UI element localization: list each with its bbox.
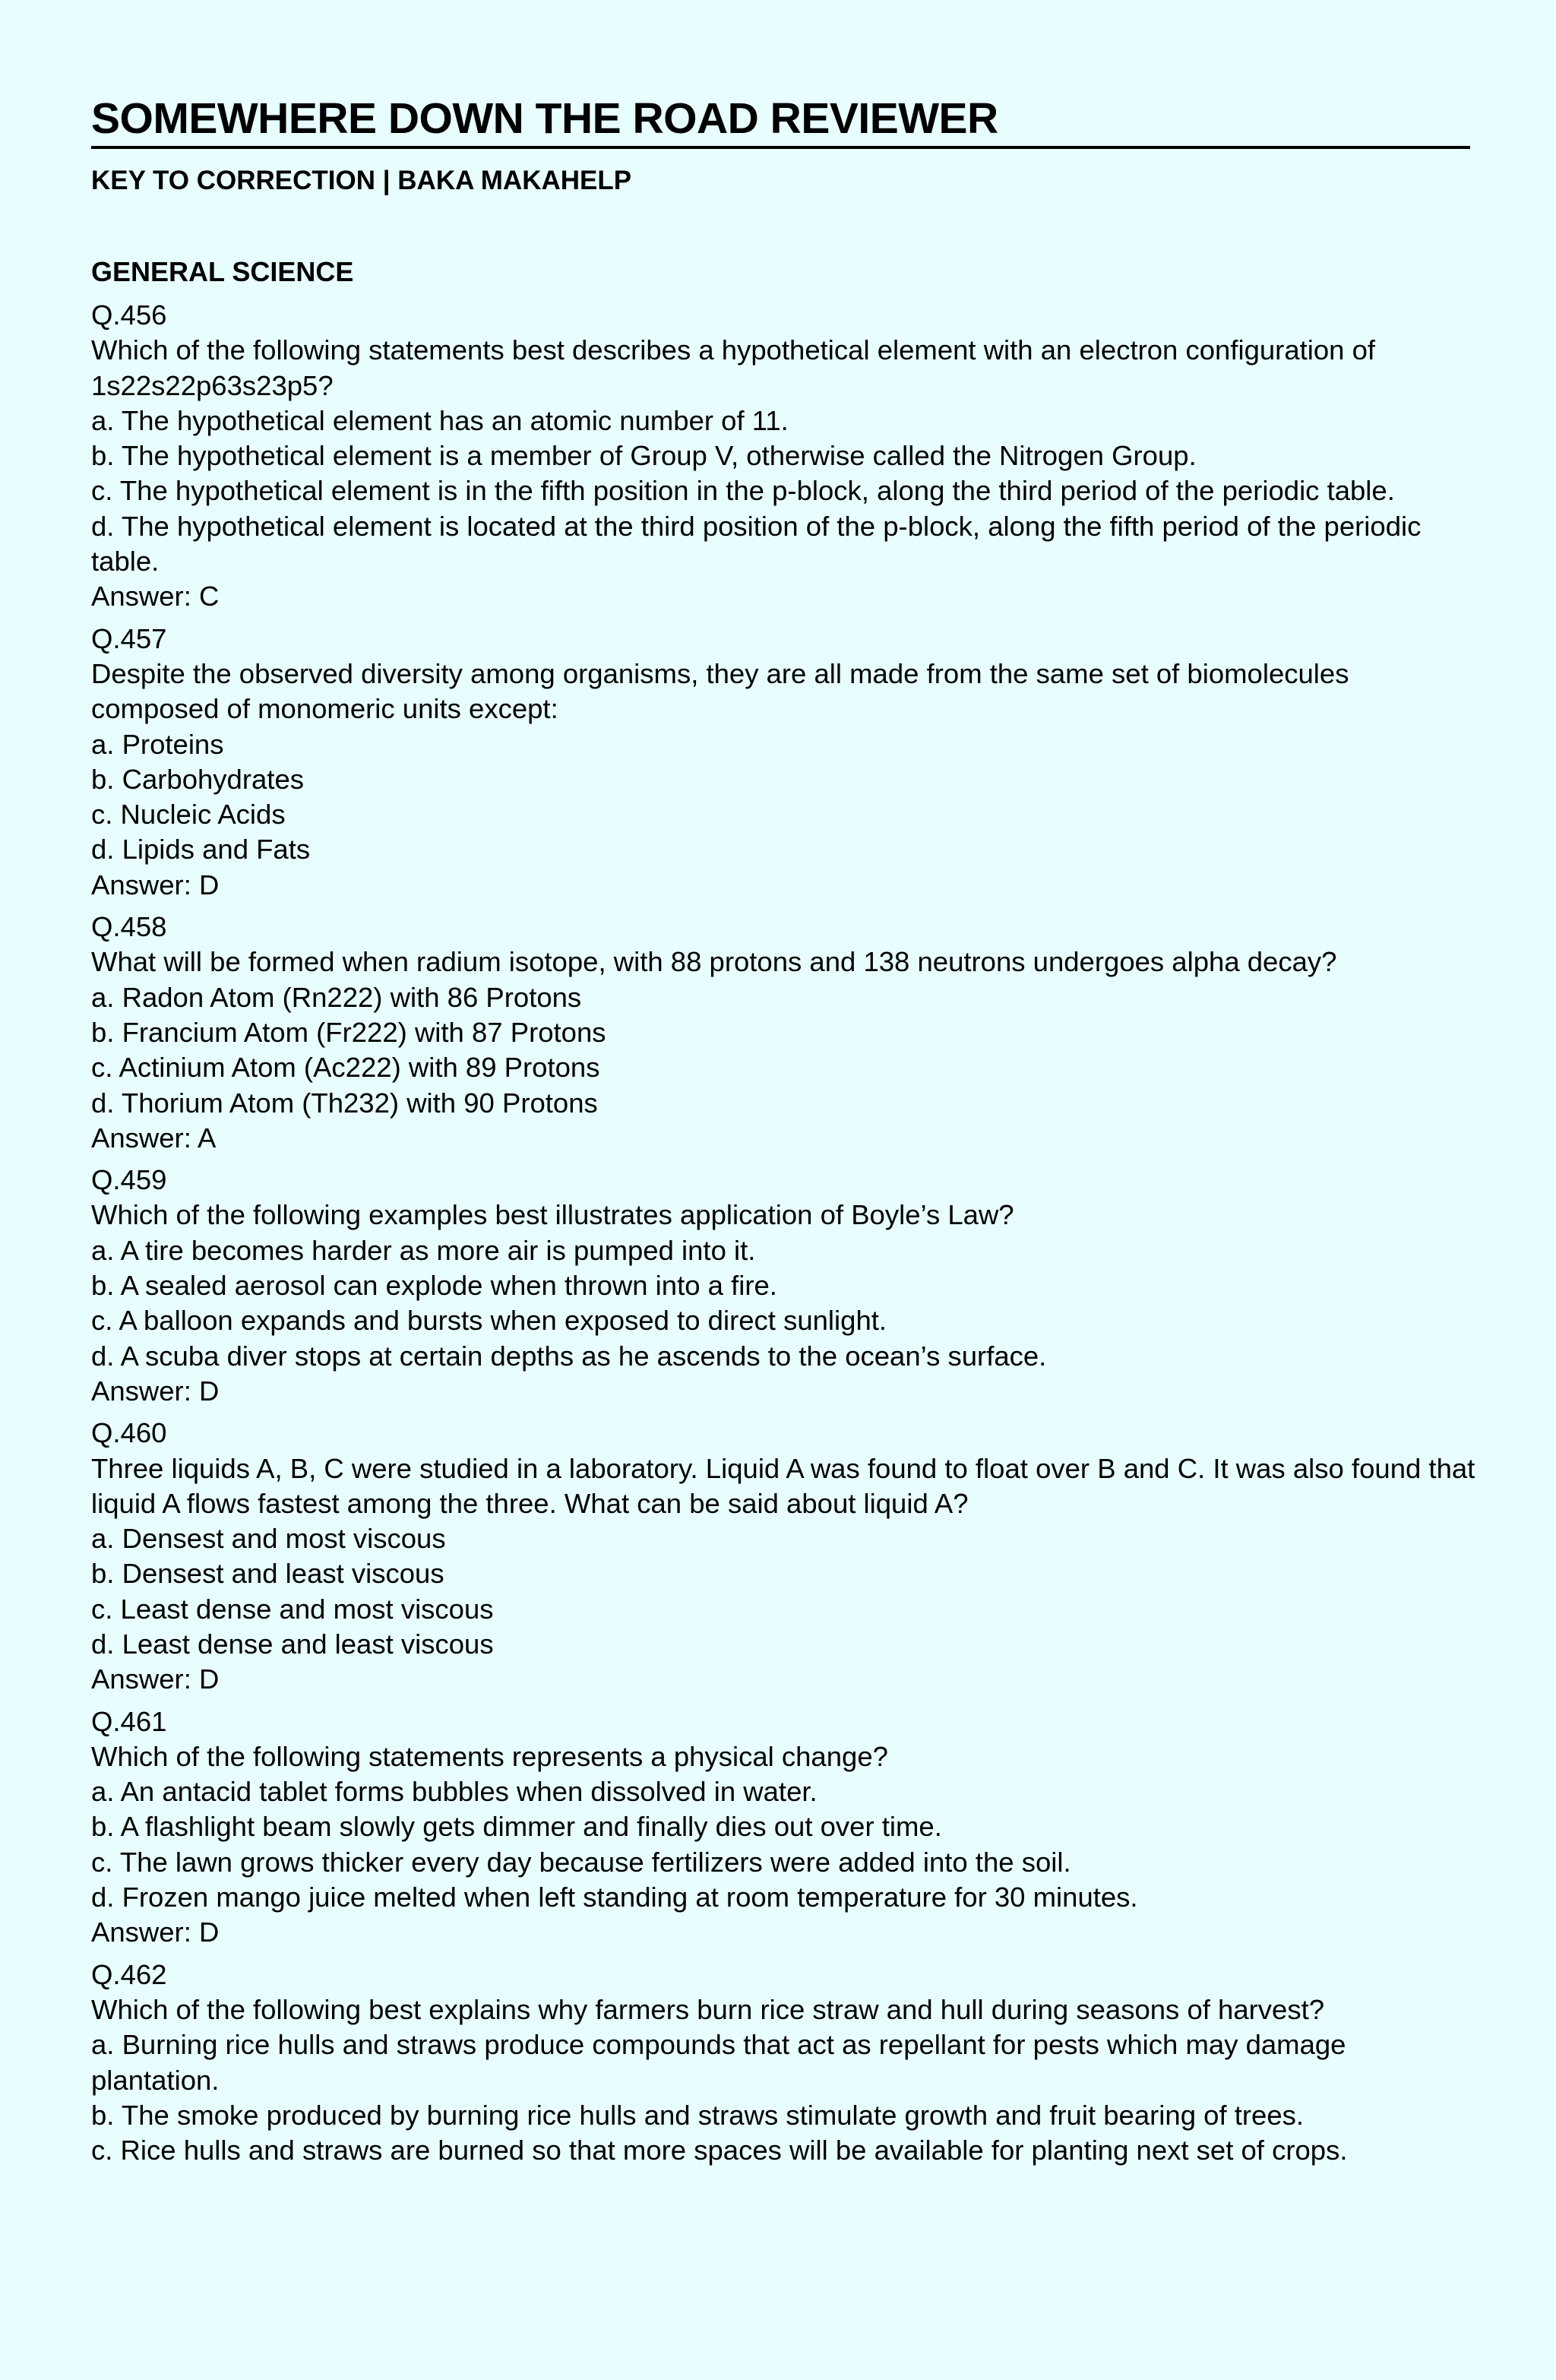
question-text: Despite the observed diversity among organisms, they are all made from the same set of biomolecules composed of monomeric units except: — [91, 657, 1349, 725]
answer-option: d. Lipids and Fats — [91, 834, 311, 866]
answer-option: c. Least dense and most viscous — [91, 1593, 494, 1625]
question-number: Q.460 — [91, 1417, 167, 1449]
answer-key: Answer: D — [91, 1375, 220, 1407]
answer-option: c. The lawn grows thicker every day because fertilizers were added into the soil. — [91, 1846, 1071, 1878]
question-text: Which of the following examples best illustrates application of Boyle’s Law? — [91, 1199, 1014, 1231]
answer-option: c. Actinium Atom (Ac222) with 89 Protons — [91, 1052, 600, 1084]
answer-key: Answer: D — [91, 1916, 220, 1948]
answer-option: c. Nucleic Acids — [91, 799, 286, 831]
question-block — [91, 1704, 1482, 1951]
answer-option: a. Densest and most viscous — [91, 1523, 446, 1555]
answer-option: c. A balloon expands and bursts when exposed to direct sunlight. — [91, 1305, 887, 1337]
answer-option: b. A sealed aerosol can explode when thrown into a fire. — [91, 1270, 777, 1302]
question-text: Which of the following statements best describes a hypothetical element with an electron configuration of 1s22s22p63s23p5? — [91, 334, 1376, 401]
answer-option: a. Radon Atom (Rn222) with 86 Protons — [91, 981, 582, 1013]
answer-option: d. A scuba diver stops at certain depths as he ascends to the ocean’s surface. — [91, 1340, 1047, 1372]
question-text: Which of the following statements represents a physical change? — [91, 1740, 888, 1772]
section-heading: GENERAL SCIENCE — [91, 256, 354, 287]
answer-option: b. Densest and least viscous — [91, 1558, 444, 1590]
answer-option: c. Rice hulls and straws are burned so that more spaces will be available for planting next set of crops. — [91, 2135, 1348, 2166]
question-number: Q.457 — [91, 622, 167, 654]
answer-option: d. Least dense and least viscous — [91, 1628, 494, 1660]
question-block — [91, 1957, 1482, 2169]
question-number: Q.456 — [91, 299, 167, 331]
question-number: Q.459 — [91, 1164, 167, 1196]
question-text: What will be formed when radium isotope, with 88 protons and 138 neutrons undergoes alpha decay? — [91, 946, 1337, 978]
question-text: Three liquids A, B, C were studied in a laboratory. Liquid A was found to float over B and C. It was also found that liquid A flows fastest among the three. What can be said about liquid A? — [91, 1452, 1475, 1519]
question-number: Q.461 — [91, 1705, 167, 1737]
question-text: Which of the following best explains why farmers burn rice straw and hull during seasons of harvest? — [91, 1993, 1325, 2025]
answer-option: d. Frozen mango juice melted when left standing at room temperature for 30 minutes. — [91, 1882, 1138, 1913]
page-title: SOMEWHERE DOWN THE ROAD REVIEWER — [91, 94, 998, 143]
answer-key: Answer: C — [91, 581, 220, 612]
question-number: Q.462 — [91, 1958, 167, 1990]
answer-key: Answer: D — [91, 869, 220, 900]
answer-option: a. A tire becomes harder as more air is pumped into it. — [91, 1234, 756, 1266]
answer-option: a. Burning rice hulls and straws produce compounds that act as repellant for pests which may damage plantation. — [91, 2029, 1346, 2096]
page-subtitle: KEY TO CORRECTION | BAKA MAKAHELP — [91, 166, 632, 195]
answer-option: a. The hypothetical element has an atomic number of 11. — [91, 404, 789, 436]
question-block — [91, 910, 1482, 1156]
answer-option: b. Carbohydrates — [91, 763, 304, 795]
answer-option: c. The hypothetical element is in the fifth position in the p-block, along the third period of the periodic table. — [91, 475, 1395, 507]
answer-option: b. The hypothetical element is a member of Group V, otherwise called the Nitrogen Group. — [91, 440, 1197, 472]
answer-option: a. Proteins — [91, 728, 224, 760]
answer-option: b. The smoke produced by burning rice hulls and straws stimulate growth and fruit bearing of trees. — [91, 2099, 1305, 2131]
answer-option: d. Thorium Atom (Th232) with 90 Protons — [91, 1087, 598, 1119]
answer-option: b. Francium Atom (Fr222) with 87 Protons — [91, 1016, 606, 1048]
question-block — [91, 298, 1482, 615]
answer-key: Answer: D — [91, 1663, 220, 1695]
answer-option: d. The hypothetical element is located at the third position of the p-block, along the fifth period of the periodic table. — [91, 510, 1422, 578]
answer-key: Answer: A — [91, 1122, 217, 1154]
question-number: Q.458 — [91, 911, 167, 943]
answer-option: a. An antacid tablet forms bubbles when dissolved in water. — [91, 1776, 818, 1808]
question-block — [91, 1416, 1482, 1697]
title-divider — [91, 146, 1470, 149]
question-block — [91, 622, 1482, 903]
question-block — [91, 1163, 1482, 1409]
answer-option: b. A flashlight beam slowly gets dimmer and finally dies out over time. — [91, 1811, 942, 1843]
question-list — [91, 298, 1482, 2175]
